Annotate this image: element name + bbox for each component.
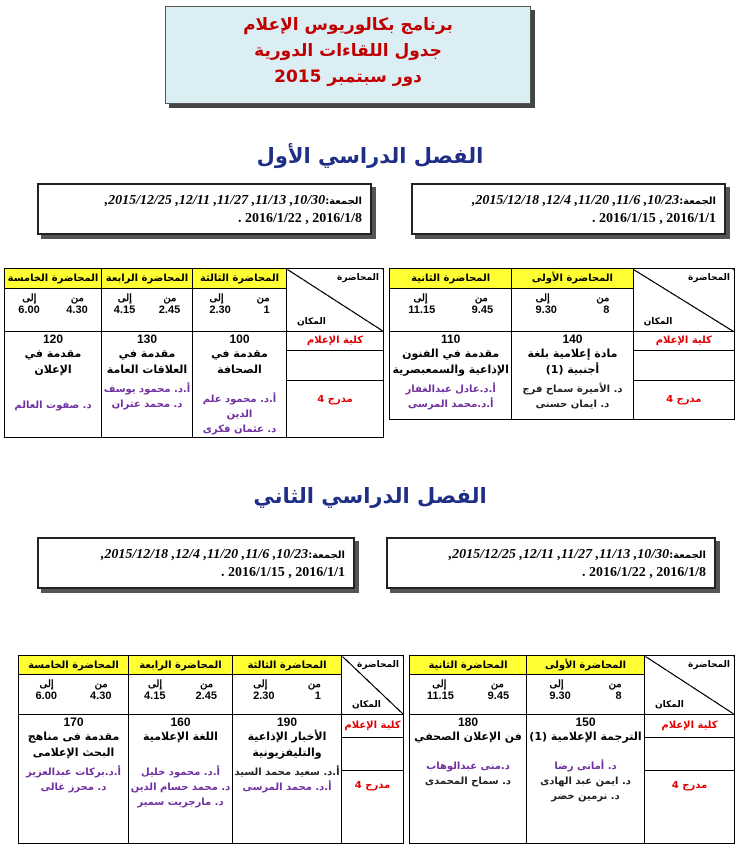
time-from: 8	[615, 690, 622, 703]
time-from: 8	[603, 303, 610, 316]
course-code: 130	[136, 332, 158, 346]
time-to: 9.30	[549, 690, 571, 703]
lecture-1-header: المحاضرة الأولى	[527, 656, 645, 675]
lecture-5-header: المحاضرة الخامسة	[19, 656, 129, 675]
place-label: المكان	[643, 317, 673, 327]
time-from: 1	[263, 303, 270, 316]
from-label: من	[70, 292, 84, 304]
semester-2-title: الفصل الدراسي الثاني	[253, 484, 487, 508]
course-code: 110	[440, 332, 461, 346]
course-name: مقدمة في العلاقات العامة	[106, 347, 188, 376]
time-from: 9.45	[487, 690, 510, 703]
instructor: د. صفوت العالم	[14, 400, 92, 411]
sem2-table-a	[409, 655, 735, 844]
course-name: مقدمة فى مناهج البحث الإعلامى	[27, 730, 120, 759]
corner-cell	[633, 269, 734, 332]
course-code: 190	[276, 715, 298, 729]
hall-label: مدرج 4	[634, 380, 734, 419]
time-cell	[410, 675, 527, 715]
instructor: د. نرمين خضر	[551, 791, 620, 802]
dates-line-1: 10/23, 11/6, 11/20, 12/4, 2015/12/18,	[471, 193, 680, 208]
dates-line-2: 2016/1/1 , 2016/1/15 .	[220, 565, 345, 580]
course-code: 140	[562, 332, 583, 346]
time-from: 4.30	[66, 303, 88, 316]
to-label: إلى	[147, 679, 163, 691]
to-label: إلى	[117, 292, 132, 304]
to-label: إلى	[39, 679, 54, 691]
from-label: من	[163, 292, 177, 304]
instructor: أ.د. سعيد محمد السيد	[234, 767, 340, 778]
time-cell	[129, 675, 233, 715]
instructor: أ.د. محمود علم الدين	[202, 394, 277, 420]
course-code: 170	[63, 715, 84, 729]
course-cell	[410, 715, 527, 844]
course-cell	[233, 715, 342, 844]
lecture-4-header: المحاضرة الرابعة	[102, 269, 193, 289]
faculty-label: كلية الإعلام	[661, 720, 718, 731]
to-label: إلى	[535, 292, 550, 304]
instructor: د. سماح المحمدى	[424, 776, 512, 787]
corner-cell	[342, 656, 404, 715]
semester-1-title: الفصل الدراسي الأول	[256, 144, 484, 168]
course-cell	[19, 715, 129, 844]
place-label: المكان	[352, 700, 381, 710]
place-label: المكان	[297, 317, 326, 327]
lecture-label: المحاضرة	[337, 273, 379, 283]
instructor: د. ايمان حسنى	[535, 399, 610, 410]
time-to: 2.30	[209, 303, 231, 316]
lecture-5-header: المحاضرة الخامسة	[5, 269, 102, 289]
instructor: د. محرز غالى	[40, 782, 107, 793]
instructor: أ.د.بركات عبدالعزيز	[26, 767, 121, 778]
dates-line-1: 10/23, 11/6, 11/20, 12/4, 2015/12/18,	[100, 547, 309, 562]
course-code: 160	[170, 715, 191, 729]
dates-line-2: 2016/1/8 , 2016/1/22 .	[581, 565, 706, 580]
dates-line-2: 2016/1/8 , 2016/1/22 .	[237, 211, 362, 226]
time-cell	[193, 288, 287, 331]
sem2-table-b	[18, 655, 404, 844]
corner-cell	[645, 656, 735, 715]
lecture-3-header: المحاضرة الثالثة	[193, 269, 287, 289]
time-to: 9.30	[535, 303, 557, 316]
time-from: 2.45	[158, 303, 181, 316]
instructor: د. ايمن عبد الهادى	[540, 776, 631, 787]
faculty-label: كلية الإعلام	[344, 720, 401, 731]
from-label: من	[200, 679, 214, 691]
sem1-dates-a	[411, 183, 726, 235]
course-code: 100	[229, 332, 250, 346]
course-cell	[129, 715, 233, 844]
time-from: 4.30	[90, 690, 112, 703]
place-label: المكان	[655, 700, 684, 710]
time-to: 4.15	[113, 303, 136, 316]
sem1-table-b	[4, 268, 384, 438]
time-cell	[102, 288, 193, 331]
place-cell	[287, 332, 384, 438]
friday-label: الجمعة:	[308, 550, 345, 561]
time-cell	[390, 288, 512, 331]
place-cell	[633, 332, 734, 420]
time-from: 1	[314, 690, 321, 703]
instructor: د. عثمان فكرى	[202, 424, 277, 435]
sem2-dates-a	[37, 537, 355, 589]
time-cell	[527, 675, 645, 715]
time-cell	[5, 288, 102, 331]
to-label: إلى	[413, 292, 428, 304]
from-label: من	[474, 292, 488, 304]
dates-line-1: 10/30, 11/13, 11/27, 12/11, 2015/12/25,	[104, 193, 326, 208]
instructor: د. محمد عتران	[111, 399, 183, 410]
time-to: 4.15	[144, 690, 166, 703]
instructor: أ.د. محمود خليل	[141, 767, 220, 778]
friday-label: الجمعة:	[669, 550, 706, 561]
program-title: برنامج بكالوريوس الإعلام	[243, 15, 453, 35]
from-label: من	[94, 679, 108, 691]
sem1-dates-b	[37, 183, 372, 235]
place-cell	[342, 715, 404, 844]
dates-line-1: 10/30, 11/13, 11/27, 12/11, 2015/12/25,	[448, 547, 670, 562]
to-label: إلى	[432, 679, 447, 691]
lecture-4-header: المحاضرة الرابعة	[129, 656, 233, 675]
faculty-label: كلية الإعلام	[655, 335, 712, 346]
course-cell	[527, 715, 645, 844]
lecture-2-header: المحاضرة الثانية	[410, 656, 527, 675]
friday-label: الجمعة:	[325, 196, 362, 207]
lecture-label: المحاضرة	[357, 660, 399, 670]
time-cell	[19, 675, 129, 715]
schedule-title: جدول اللقاءات الدورية	[254, 41, 442, 61]
course-name: الأخبار الإذاعية والتليفزيونية	[247, 730, 327, 759]
place-cell	[645, 715, 735, 844]
instructor: د. الأميرة سماح فرج	[522, 384, 623, 395]
to-label: إلى	[209, 292, 224, 304]
from-label: من	[596, 292, 610, 304]
instructor: أ.د.محمد المرسى	[407, 399, 494, 410]
course-name: مقدمة في الفنون الإذاعية والسمعبصرية	[392, 347, 509, 376]
lecture-label: المحاضرة	[688, 660, 730, 670]
course-code: 180	[457, 715, 479, 729]
time-to: 6.00	[18, 303, 40, 316]
session-title: دور سبتمبر 2015	[274, 67, 422, 87]
time-from: 9.45	[471, 303, 494, 316]
sem1-table-a	[389, 268, 735, 420]
course-cell	[5, 332, 102, 438]
from-label: من	[256, 292, 270, 304]
course-name: فن الإعلان الصحفي	[414, 730, 522, 743]
program-header	[165, 6, 531, 104]
hall-label: مدرج 4	[342, 770, 403, 805]
instructor: د. أمانى رضا	[554, 761, 617, 772]
time-from: 2.45	[195, 690, 217, 703]
dates-line-2: 2016/1/1 , 2016/1/15 .	[591, 211, 716, 226]
lecture-3-header: المحاضرة الثالثة	[233, 656, 342, 675]
to-label: إلى	[549, 679, 564, 691]
course-code: 120	[42, 332, 64, 346]
instructor: أ.د. محمود يوسف	[103, 384, 191, 395]
from-label: من	[490, 679, 504, 691]
instructor: د.منى عبدالوهاب	[426, 761, 510, 772]
instructor: أ.د.عادل عبدالغفار	[405, 384, 496, 395]
sem2-dates-b	[386, 537, 716, 589]
to-label: إلى	[22, 292, 37, 304]
corner-cell	[287, 269, 384, 332]
instructor: د. محمد حسام الدين	[130, 782, 231, 793]
course-cell	[390, 332, 512, 420]
to-label: إلى	[253, 679, 268, 691]
friday-label: الجمعة:	[679, 196, 716, 207]
course-cell	[102, 332, 193, 438]
time-to: 11.15	[426, 690, 454, 703]
instructor: أ.د. محمد المرسى	[242, 782, 332, 793]
time-cell	[233, 675, 342, 715]
from-label: من	[307, 679, 321, 691]
time-to: 11.15	[408, 303, 436, 316]
course-name: الترجمة الإعلامية (1)	[529, 730, 642, 743]
time-to: 2.30	[253, 690, 275, 703]
hall-label: مدرج 4	[287, 380, 383, 419]
course-cell	[512, 332, 633, 420]
course-name: اللغة الإعلامية	[143, 730, 218, 743]
lecture-1-header: المحاضرة الأولى	[512, 269, 633, 289]
course-name: مقدمة في الصحافة	[211, 347, 268, 376]
hall-label: مدرج 4	[645, 770, 734, 805]
lecture-label: المحاضرة	[688, 273, 730, 283]
course-name: مقدمة في الإعلان	[24, 347, 82, 376]
course-code: 150	[575, 715, 596, 729]
from-label: من	[608, 679, 622, 691]
course-name: مادة إعلامية بلغة أجنبية (1)	[527, 347, 618, 376]
instructor: د. مارجريت سمير	[137, 797, 224, 808]
time-cell	[512, 288, 633, 331]
faculty-label: كلية الإعلام	[306, 335, 364, 346]
lecture-2-header: المحاضرة الثانية	[390, 269, 512, 289]
course-cell	[193, 332, 287, 438]
time-to: 6.00	[35, 690, 57, 703]
